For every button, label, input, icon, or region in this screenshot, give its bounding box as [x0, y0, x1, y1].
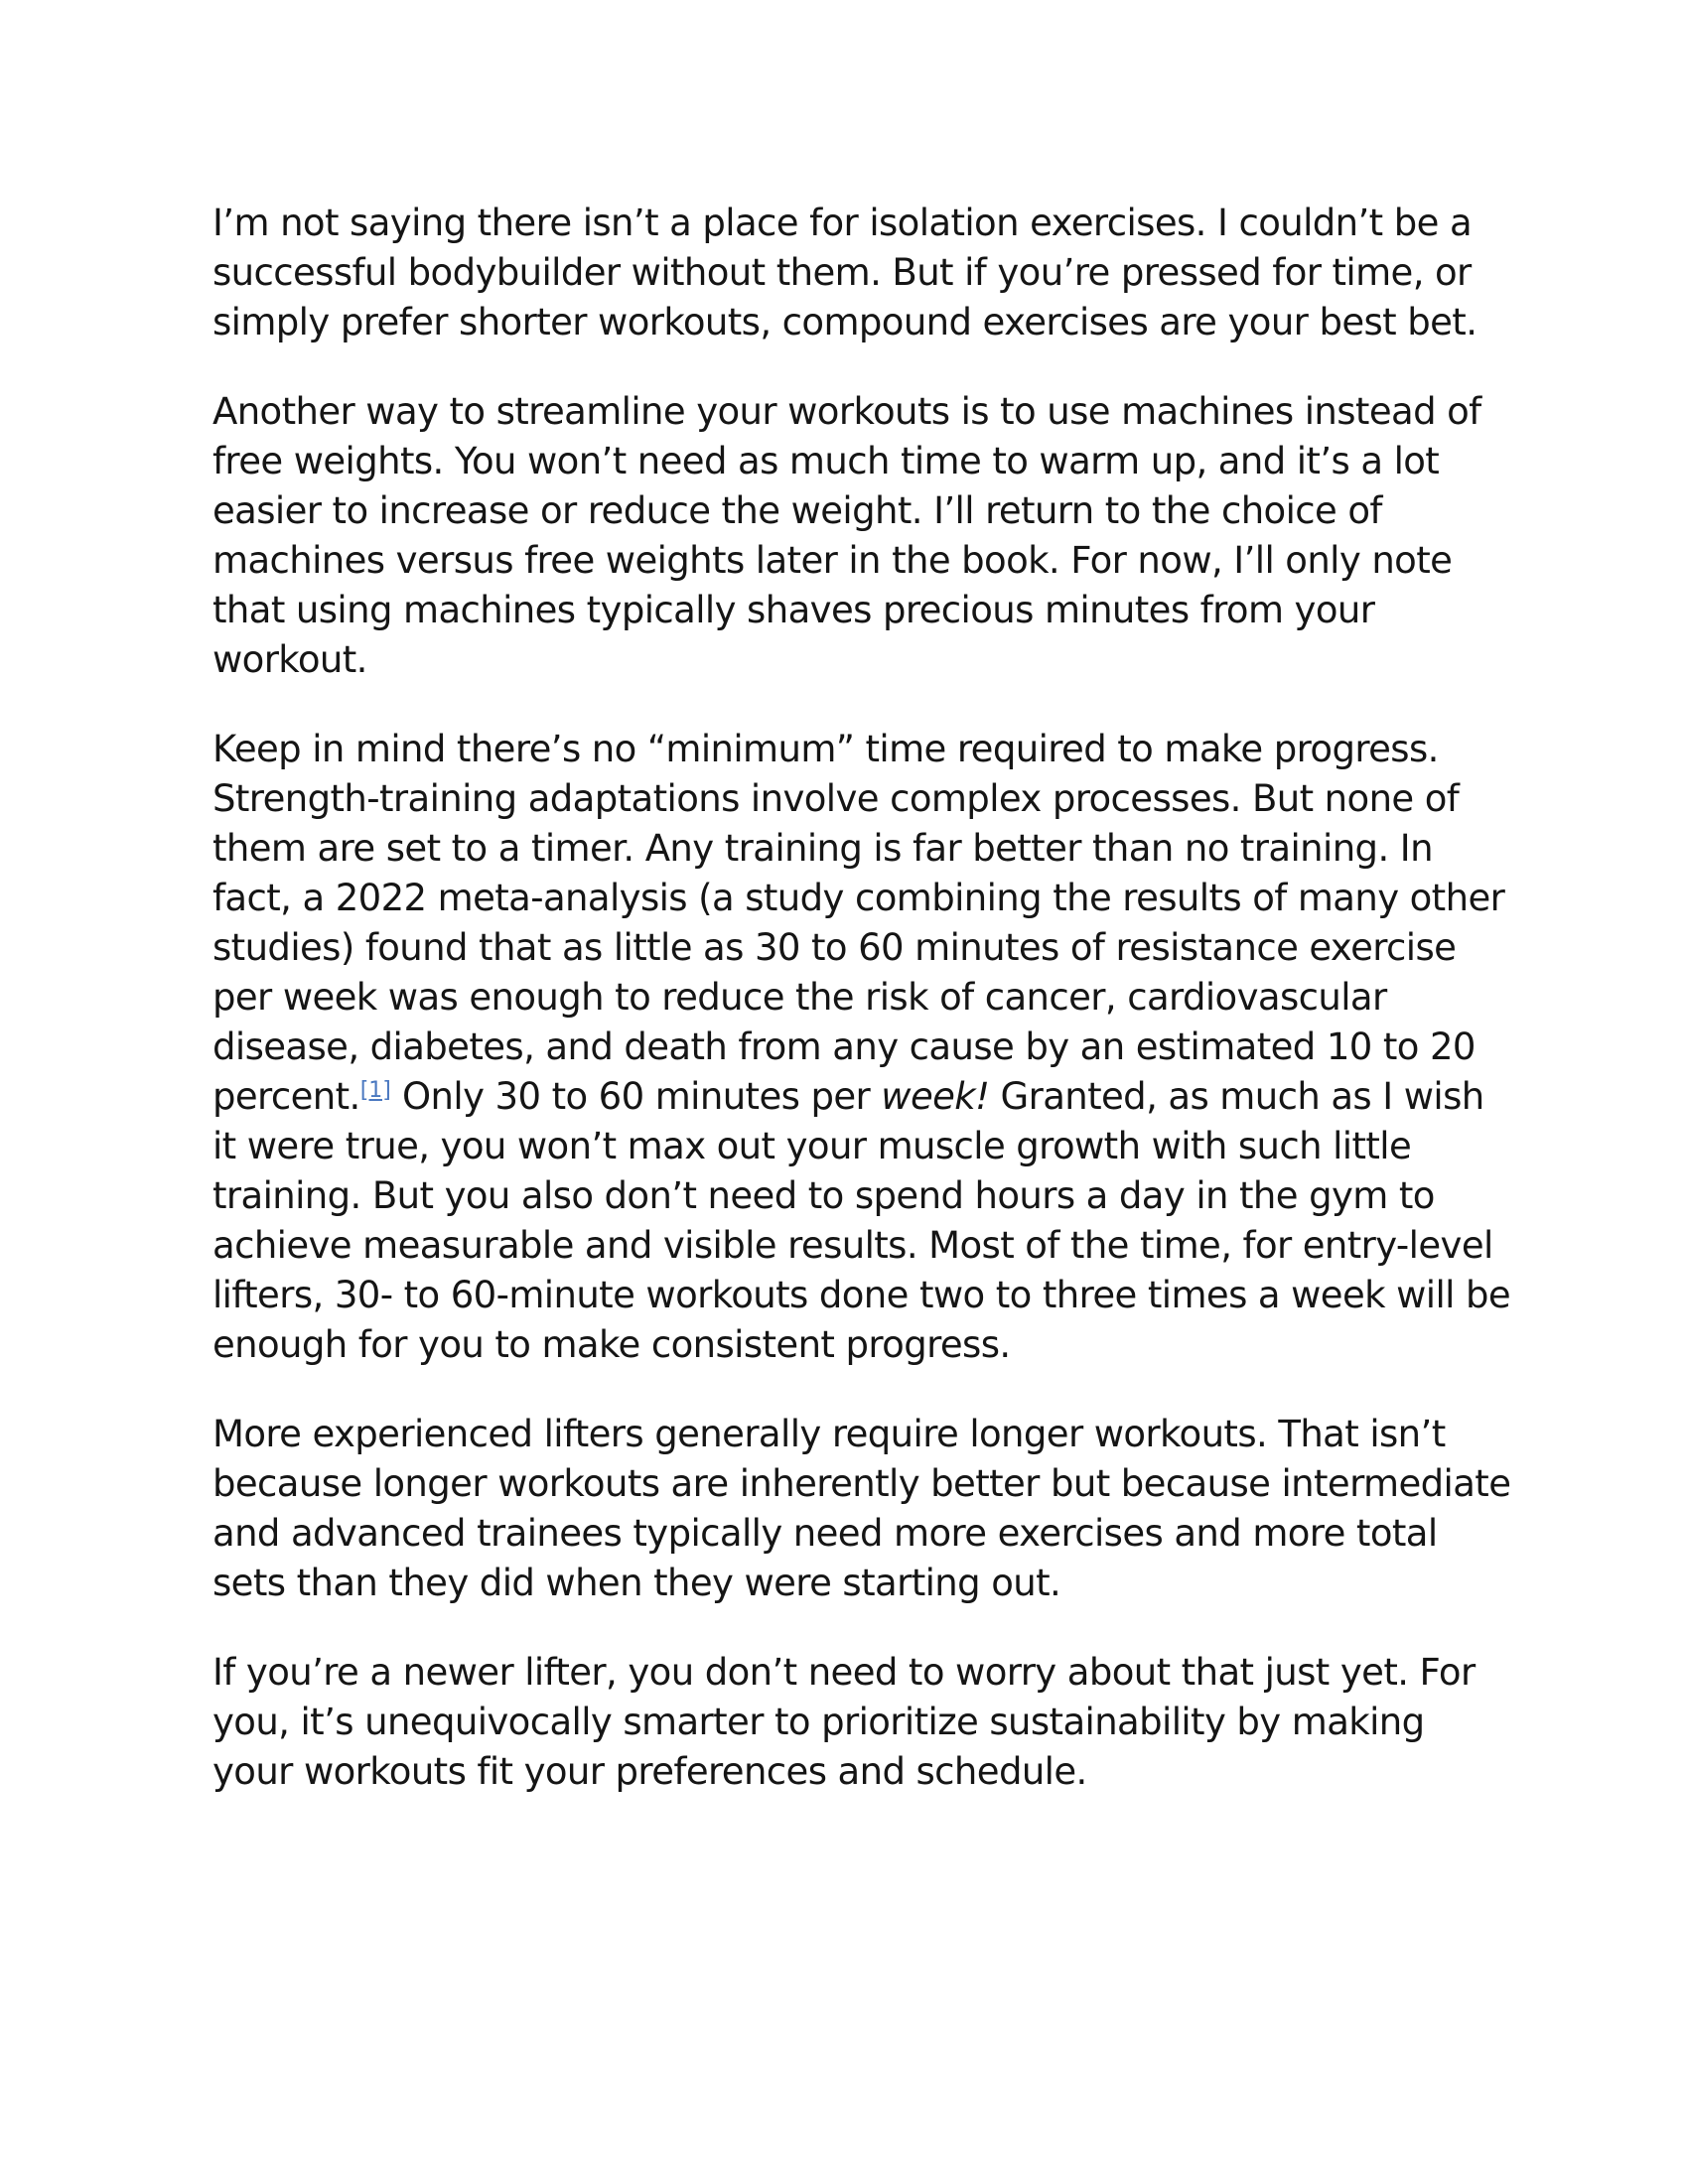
paragraph-text-before-ref: Keep in mind there’s no “minimum” time required to make progress. Strength-training adaptations involve complex processes. But none of them are set to a timer. Any training is far better than no training. In fact, a 2022 meta-analysis (a study combining the results of many other studies) found that as little as 30 to 60 minutes of resistance exercise per week was enough to reduce the risk of cancer, cardiovascular disease, diabetes, and death from any cause by an estimated 10 to 20 percent. — [212, 728, 1505, 1118]
paragraph-minimum-time — [212, 725, 1513, 1370]
paragraph-text-after-ref: Only 30 to 60 minutes per — [390, 1075, 882, 1118]
emphasized-word: week! — [881, 1075, 990, 1118]
body-text — [212, 199, 1513, 1837]
paragraph-text-end: Granted, as much as I wish it were true, you won’t max out your muscle growth with such little training. But you also don’t need to spend hours a day in the gym to achieve measurable and visible results. Most of the time, for entry-level lifters, 30- to 60-minute workouts done two to three times a week will be enough for you to make consistent progress. — [212, 1075, 1511, 1366]
footnote-reference-link[interactable]: [1] — [359, 1078, 391, 1103]
paragraph-isolation-exercises: I’m not saying there isn’t a place for isolation exercises. I couldn’t be a successful bodybuilder without them. But if you’re pressed for time, or simply prefer shorter workouts, compound exercises are your best bet. — [212, 202, 1477, 343]
paragraph-newer-lifter: If you’re a newer lifter, you don’t need to worry about that just yet. For you, it’s unequivocally smarter to prioritize sustainability by making your workouts fit your preferences and schedule. — [212, 1651, 1476, 1793]
paragraph-experienced-lifters: More experienced lifters generally require longer workouts. That isn’t because longer workouts are inherently better but because intermediate and advanced trainees typically need more exercises and more total sets than they did when they were starting out. — [212, 1413, 1511, 1604]
paragraph-machines: Another way to streamline your workouts is to use machines instead of free weights. You won’t need as much time to warm up, and it’s a lot easier to increase or reduce the weight. I’ll return to the choice of machines versus free weights later in the book. For now, I’ll only note that using machines typically shaves precious minutes from your workout. — [212, 390, 1481, 681]
